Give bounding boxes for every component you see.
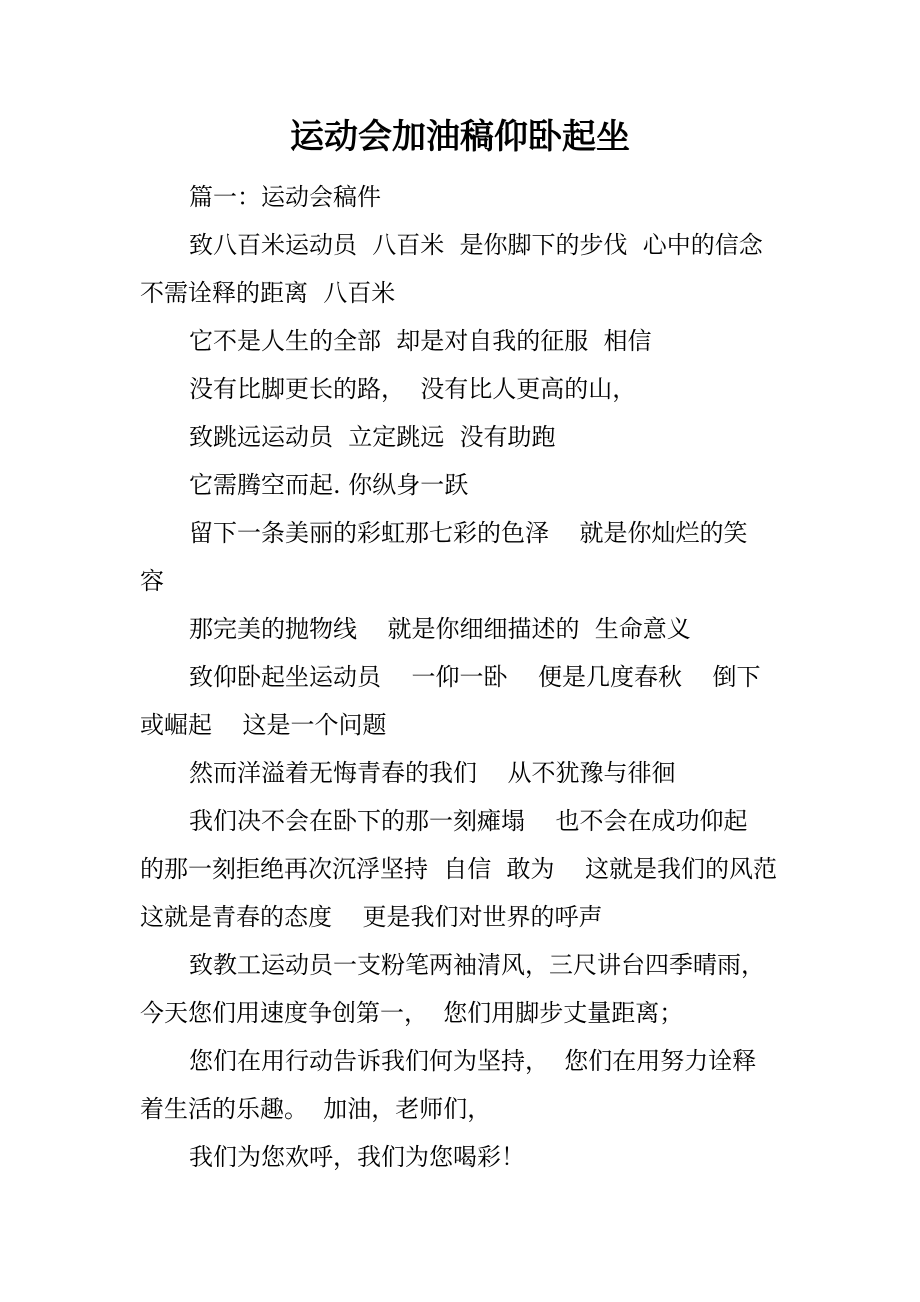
paragraph-line: 着生活的乐趣。 加油，老师们，: [140, 1095, 492, 1123]
paragraph-line: 我们为您欢呼，我们为您喝彩！: [189, 1143, 525, 1171]
paragraph-line: 它需腾空而起. 你纵身一跃: [189, 471, 469, 499]
paragraph-line: 致跳远运动员 立定跳远 没有助跑: [189, 423, 556, 451]
paragraph-line: 您们在用行动告诉我们何为坚持， 您们在用努力诠释: [189, 1047, 757, 1075]
paragraph-line: 然而洋溢着无悔青春的我们 从不犹豫与徘徊: [189, 759, 676, 787]
paragraph-line: 或崛起 这是一个问题: [140, 711, 387, 739]
paragraph-line: 致教工运动员一支粉笔两袖清风，三尺讲台四季晴雨，: [189, 951, 765, 979]
paragraph-line: 留下一条美丽的彩虹那七彩的色泽 就是你灿烂的笑: [189, 519, 748, 547]
paragraph-line: 今天您们用速度争创第一， 您们用脚步丈量距离；: [140, 999, 684, 1027]
document-title: 运动会加油稿仰卧起坐: [290, 117, 630, 157]
paragraph-line: 这就是青春的态度 更是我们对世界的呼声: [140, 903, 603, 931]
paragraph-line: 它不是人生的全部 却是对自我的征服 相信: [189, 327, 652, 355]
paragraph-line: 的那一刻拒绝再次沉浮坚持 自信 敢为 这就是我们的风范: [140, 855, 778, 883]
paragraph-line: 容: [140, 567, 164, 595]
paragraph-line: 没有比脚更长的路， 没有比人更高的山，: [189, 375, 637, 403]
paragraph-line: 那完美的抛物线 就是你细细描述的 生命意义: [189, 615, 691, 643]
paragraph-line: 致仰卧起坐运动员 一仰一卧 便是几度春秋 倒下: [189, 663, 761, 691]
paragraph-line: 我们决不会在卧下的那一刻瘫塌 也不会在成功仰起: [189, 807, 748, 835]
paragraph-line: 不需诠释的距离 八百米: [140, 279, 396, 307]
paragraph-line: 致八百米运动员 八百米 是你脚下的步伐 心中的信念: [189, 231, 763, 259]
paragraph-line: 篇一：运动会稿件: [189, 183, 381, 211]
